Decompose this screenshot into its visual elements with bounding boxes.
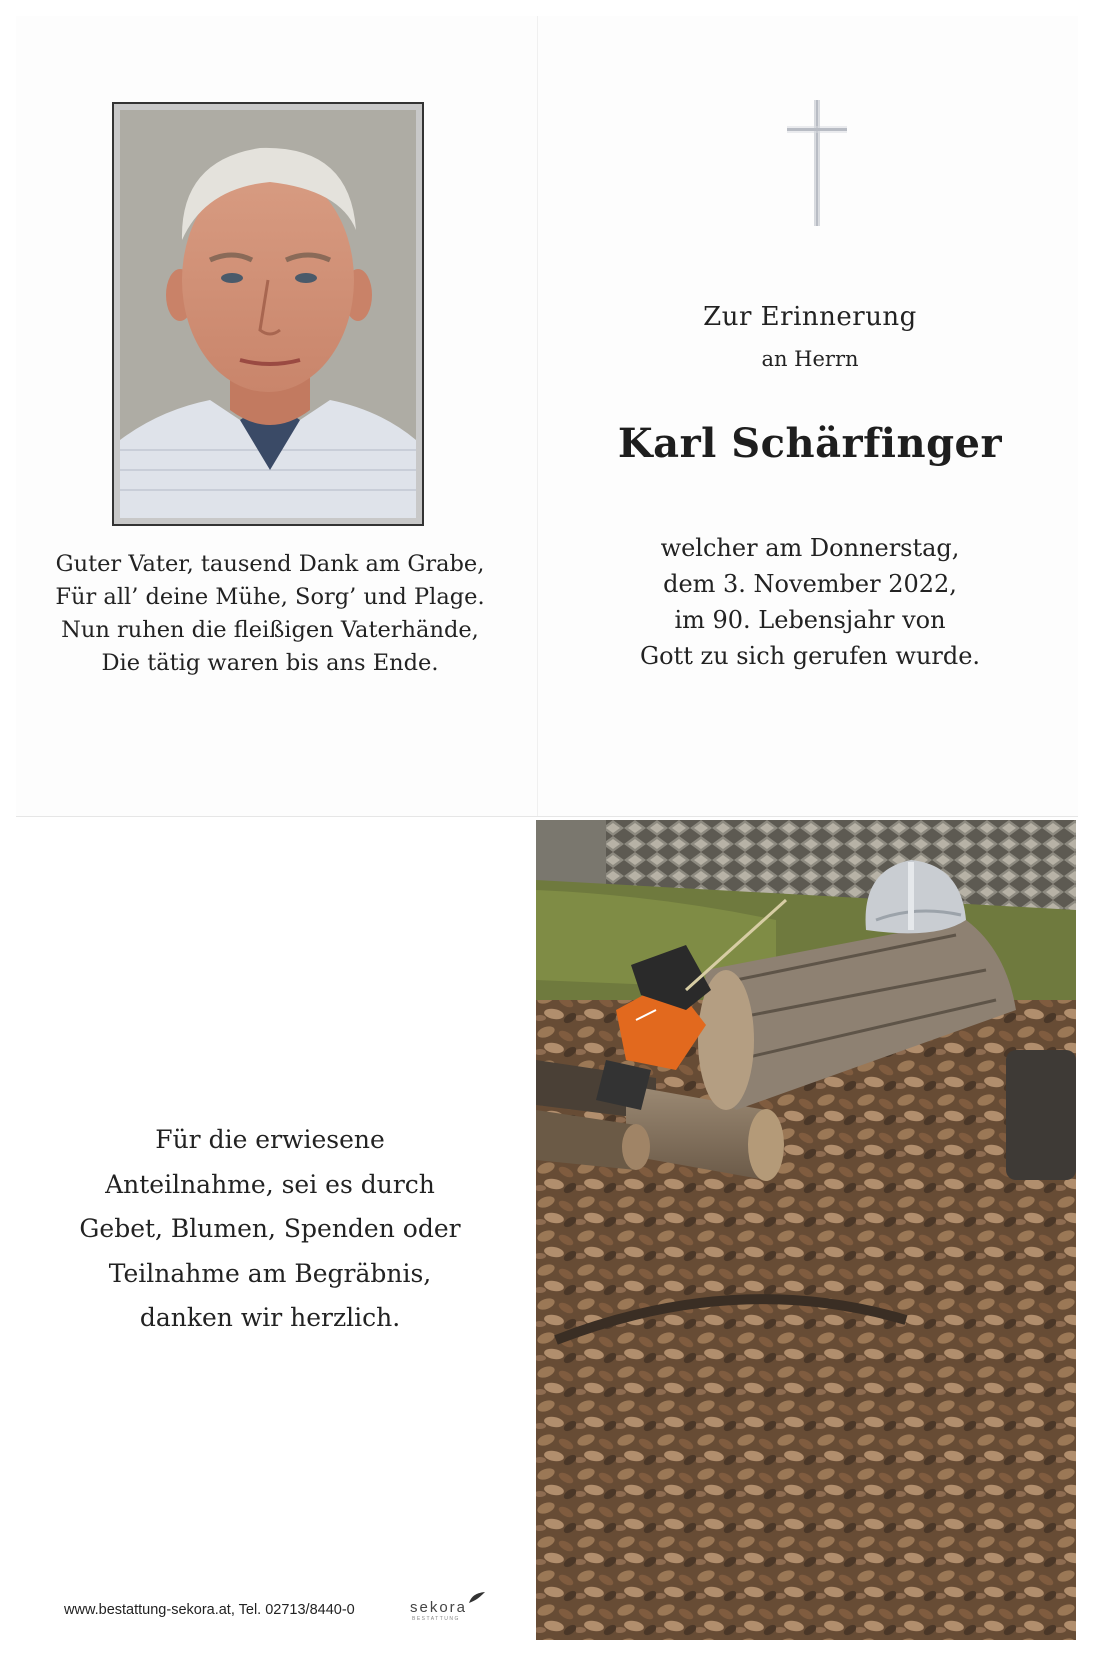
memorial-subheading: an Herrn — [761, 347, 859, 371]
cross-icon — [787, 100, 847, 226]
footer-contact: www.bestattung-sekora.at, Tel. 02713/8440-0 — [64, 1602, 355, 1618]
leaf-icon — [468, 1591, 486, 1605]
woodpile-photo — [536, 820, 1076, 1640]
memorial-text-line: welcher am Donnerstag, — [660, 534, 960, 562]
memorial-text-line: im 90. Lebensjahr von — [674, 606, 946, 634]
verse — [40, 548, 500, 680]
thanks-line: Gebet, Blumen, Spenden oder — [79, 1214, 461, 1243]
deceased-name: Karl Schärfinger — [617, 420, 1003, 467]
memorial-text-line: dem 3. November 2022, — [663, 570, 957, 598]
memorial-text — [560, 530, 1060, 674]
memorial-heading: Zur Erinnerung — [703, 302, 917, 332]
logo-sub: BESTATTUNG — [412, 1616, 460, 1622]
thanks-line: Für die erwiesene — [155, 1125, 385, 1154]
verse-line: Die tätig waren bis ans Ende. — [101, 650, 439, 676]
portrait-photo — [120, 110, 416, 518]
thanks-line: Teilnahme am Begräbnis, — [108, 1258, 432, 1288]
thanks-line: danken wir herzlich. — [139, 1303, 401, 1332]
sekora-logo — [410, 1591, 490, 1623]
thanks-line: Anteilnahme, sei es durch — [105, 1169, 435, 1199]
verse-line: Nun ruhen die fleißigen Vaterhände, — [61, 617, 479, 643]
fold-line — [537, 16, 538, 816]
logo-word: sekora — [410, 1599, 468, 1616]
portrait-photo-frame — [112, 102, 424, 526]
thanks-text — [30, 1118, 510, 1341]
verse-line: Für all’ deine Mühe, Sorg’ und Plage. — [55, 584, 485, 610]
memorial-text-line: Gott zu sich gerufen wurde. — [639, 642, 981, 670]
verse-line: Guter Vater, tausend Dank am Grabe, — [55, 551, 485, 577]
